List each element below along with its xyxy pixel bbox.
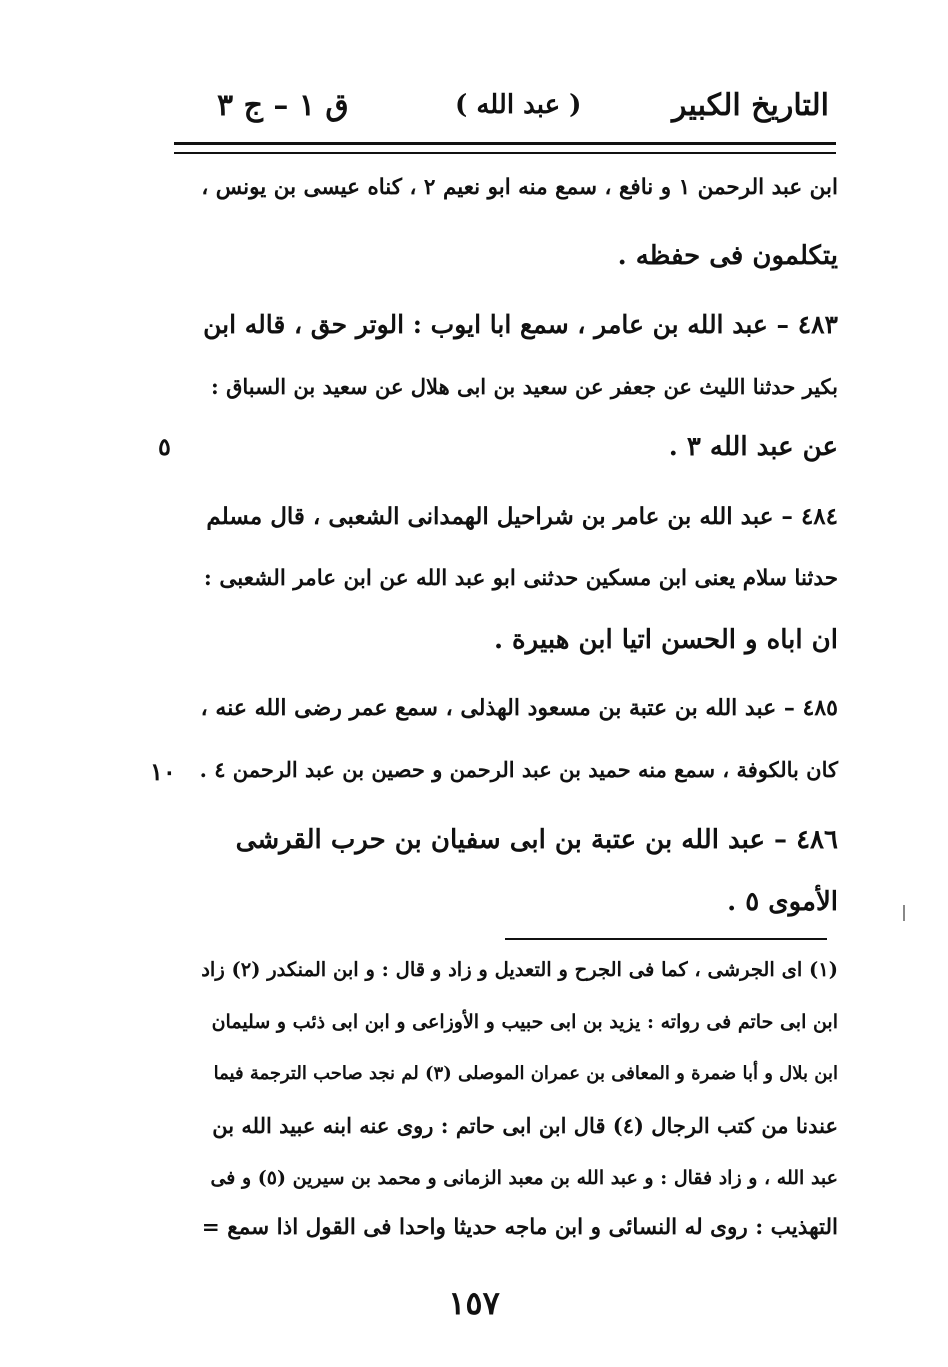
header-rule-thick (174, 142, 836, 145)
footnote-line-6: التهذيب : روى له النسائى و ابن ماجه حديثا واحدا فى القول اذا سمع = (201, 1215, 838, 1240)
margin-line-number-10: ١٠ (150, 757, 176, 786)
entry-483-line-3: عن عبد الله ٣ . (668, 432, 838, 462)
footnote-separator (505, 938, 827, 940)
scan-mark (903, 905, 905, 921)
page-number: ١٥٧ (448, 1284, 500, 1322)
text-line-2: يتكلمون فى حفظه . (617, 241, 838, 271)
book-title: التاريخ الكبير (671, 88, 829, 123)
entry-484-line-3: ان اباه و الحسن اتيا ابن هبيرة . (493, 625, 838, 655)
entry-485-line-1: ٤٨٥ – عبد الله بن عتبة بن مسعود الهذلى ، سمع عمر رضى الله عنه ، (200, 695, 838, 721)
entry-485-line-2: كان بالكوفة ، سمع منه حميد بن عبد الرحمن و حصين بن عبد الرحمن ٤ . (199, 757, 838, 782)
margin-line-number-5: ٥ (158, 432, 171, 461)
entry-483-line-2: بكير حدثنا الليث عن جعفر عن سعيد بن ابى هلال عن سعيد بن السباق : (211, 374, 838, 399)
entry-486-line-2: الأموى ٥ . (727, 887, 838, 917)
running-header (195, 82, 835, 130)
volume-part-label: ق ١ – ج ٣ (217, 88, 349, 123)
header-rule-thin (174, 152, 836, 154)
footnote-line-1: (١) اى الجرشى ، كما فى الجرح و التعديل و زاد و قال : و ابن المنكدر (٢) زاد (201, 958, 838, 981)
entry-483-line-1: ٤٨٣ – عبد الله بن عامر ، سمع ابا ايوب : الوتر حق ، قاله ابن (203, 310, 838, 339)
entry-486-line-1: ٤٨٦ – عبد الله بن عتبة بن ابى سفيان بن حرب القرشى (235, 825, 838, 855)
footnote-line-5: عبد الله ، و زاد فقال : و عبد الله بن معبد الزمانى و محمد بن سيرين (٥) و فى (210, 1167, 838, 1189)
footnote-line-2: ابن ابى حاتم فى رواته : يزيد بن ابى حبيب و الأوزاعى و ابن ابى ذئب و سليمان (211, 1011, 838, 1033)
entry-484-line-1: ٤٨٤ – عبد الله بن عامر بن شراحيل الهمدانى الشعبى ، قال مسلم (206, 503, 838, 530)
text-line-1: ابن عبد الرحمن ١ و نافع ، سمع منه ابو نعيم ٢ ، كناه عيسى بن يونس ، (201, 175, 838, 200)
footnote-line-4: عندنا من كتب الرجال (٤) قال ابن ابى حاتم : روى عنه ابنه عبيد الله بن (212, 1113, 838, 1138)
section-title: ( عبد الله ) (455, 90, 582, 120)
entry-484-line-2: حدثنا سلام يعنى ابن مسكين حدثنى ابو عبد الله عن ابن عامر الشعبى : (203, 566, 838, 591)
footnote-line-3: ابن بلال و أبا ضمرة و المعافى بن عمران الموصلى (٣) لم نجد صاحب الترجمة فيما (213, 1063, 838, 1084)
